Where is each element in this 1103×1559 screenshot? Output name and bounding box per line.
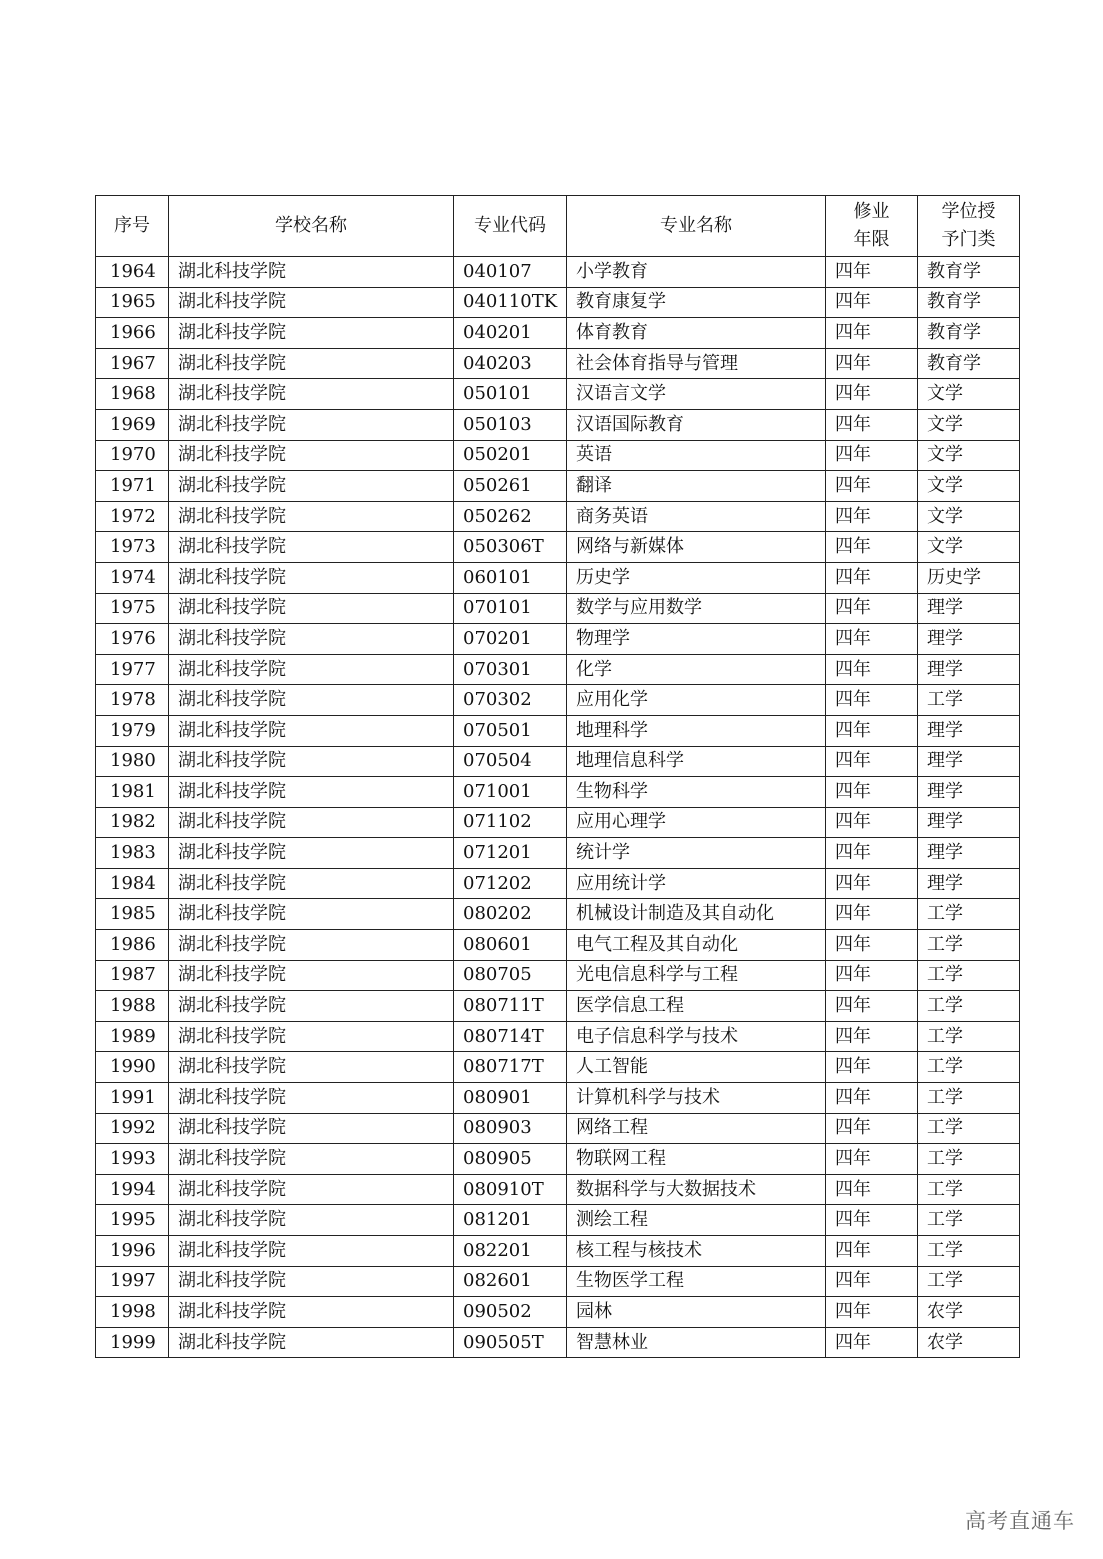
cell-code: 090505T xyxy=(454,1327,567,1358)
cell-code: 082601 xyxy=(454,1266,567,1297)
table-row xyxy=(96,991,1020,1022)
cell-years: 四年 xyxy=(826,991,918,1022)
cell-major: 核工程与核技术 xyxy=(567,1236,826,1267)
table-row xyxy=(96,287,1020,318)
header-degree xyxy=(918,196,1020,257)
cell-degree: 教育学 xyxy=(918,287,1020,318)
cell-degree: 工学 xyxy=(918,1266,1020,1297)
cell-no: 1967 xyxy=(96,348,169,379)
cell-school: 湖北科技学院 xyxy=(169,409,454,440)
cell-school: 湖北科技学院 xyxy=(169,257,454,288)
table-row xyxy=(96,1297,1020,1328)
cell-school: 湖北科技学院 xyxy=(169,991,454,1022)
cell-school: 湖北科技学院 xyxy=(169,624,454,655)
cell-no: 1979 xyxy=(96,715,169,746)
cell-degree: 教育学 xyxy=(918,348,1020,379)
cell-major: 统计学 xyxy=(567,838,826,869)
cell-code: 040110TK xyxy=(454,287,567,318)
cell-code: 080705 xyxy=(454,960,567,991)
cell-major: 汉语国际教育 xyxy=(567,409,826,440)
cell-degree: 工学 xyxy=(918,1021,1020,1052)
header-no: 序号 xyxy=(96,196,169,257)
cell-major: 数据科学与大数据技术 xyxy=(567,1174,826,1205)
cell-no: 1976 xyxy=(96,624,169,655)
cell-code: 070302 xyxy=(454,685,567,716)
cell-major: 化学 xyxy=(567,654,826,685)
cell-no: 1969 xyxy=(96,409,169,440)
cell-no: 1984 xyxy=(96,868,169,899)
header-years-line2: 年限 xyxy=(853,229,890,250)
cell-school: 湖北科技学院 xyxy=(169,868,454,899)
cell-degree: 教育学 xyxy=(918,257,1020,288)
header-row xyxy=(96,196,1020,257)
cell-school: 湖北科技学院 xyxy=(169,807,454,838)
cell-school: 湖北科技学院 xyxy=(169,562,454,593)
cell-degree: 农学 xyxy=(918,1327,1020,1358)
cell-years: 四年 xyxy=(826,654,918,685)
table-row xyxy=(96,501,1020,532)
cell-years: 四年 xyxy=(826,1297,918,1328)
table-row xyxy=(96,409,1020,440)
cell-years: 四年 xyxy=(826,562,918,593)
table-row xyxy=(96,838,1020,869)
cell-no: 1972 xyxy=(96,501,169,532)
cell-code: 050262 xyxy=(454,501,567,532)
cell-no: 1985 xyxy=(96,899,169,930)
cell-degree: 工学 xyxy=(918,991,1020,1022)
table-row xyxy=(96,930,1020,961)
cell-degree: 历史学 xyxy=(918,562,1020,593)
cell-code: 070301 xyxy=(454,654,567,685)
cell-years: 四年 xyxy=(826,746,918,777)
table-row xyxy=(96,257,1020,288)
cell-code: 071202 xyxy=(454,868,567,899)
cell-degree: 农学 xyxy=(918,1297,1020,1328)
cell-no: 1997 xyxy=(96,1266,169,1297)
table-row xyxy=(96,562,1020,593)
cell-major: 教育康复学 xyxy=(567,287,826,318)
cell-school: 湖北科技学院 xyxy=(169,1052,454,1083)
cell-degree: 工学 xyxy=(918,1236,1020,1267)
cell-degree: 文学 xyxy=(918,501,1020,532)
cell-school: 湖北科技学院 xyxy=(169,1205,454,1236)
cell-code: 080910T xyxy=(454,1174,567,1205)
cell-school: 湖北科技学院 xyxy=(169,960,454,991)
cell-school: 湖北科技学院 xyxy=(169,685,454,716)
cell-degree: 理学 xyxy=(918,777,1020,808)
table-row xyxy=(96,1144,1020,1175)
cell-degree: 工学 xyxy=(918,1083,1020,1114)
table-row xyxy=(96,471,1020,502)
cell-years: 四年 xyxy=(826,501,918,532)
table-row xyxy=(96,868,1020,899)
cell-no: 1973 xyxy=(96,532,169,563)
table-row xyxy=(96,1327,1020,1358)
cell-years: 四年 xyxy=(826,1327,918,1358)
cell-major: 数学与应用数学 xyxy=(567,593,826,624)
cell-no: 1986 xyxy=(96,930,169,961)
table-row xyxy=(96,1266,1020,1297)
cell-code: 060101 xyxy=(454,562,567,593)
cell-no: 1999 xyxy=(96,1327,169,1358)
cell-no: 1991 xyxy=(96,1083,169,1114)
cell-years: 四年 xyxy=(826,1205,918,1236)
cell-years: 四年 xyxy=(826,685,918,716)
cell-major: 应用统计学 xyxy=(567,868,826,899)
cell-major: 网络与新媒体 xyxy=(567,532,826,563)
cell-years: 四年 xyxy=(826,1113,918,1144)
cell-no: 1992 xyxy=(96,1113,169,1144)
cell-years: 四年 xyxy=(826,930,918,961)
cell-code: 040201 xyxy=(454,318,567,349)
cell-years: 四年 xyxy=(826,1266,918,1297)
header-years-line1: 修业 xyxy=(853,201,890,222)
table-row xyxy=(96,532,1020,563)
cell-years: 四年 xyxy=(826,1144,918,1175)
cell-years: 四年 xyxy=(826,318,918,349)
cell-no: 1977 xyxy=(96,654,169,685)
cell-no: 1994 xyxy=(96,1174,169,1205)
cell-no: 1975 xyxy=(96,593,169,624)
cell-major: 计算机科学与技术 xyxy=(567,1083,826,1114)
cell-major: 地理科学 xyxy=(567,715,826,746)
cell-code: 050201 xyxy=(454,440,567,471)
cell-years: 四年 xyxy=(826,593,918,624)
cell-degree: 理学 xyxy=(918,868,1020,899)
cell-years: 四年 xyxy=(826,1236,918,1267)
cell-major: 地理信息科学 xyxy=(567,746,826,777)
cell-major: 商务英语 xyxy=(567,501,826,532)
table-row xyxy=(96,624,1020,655)
table-row xyxy=(96,746,1020,777)
cell-degree: 工学 xyxy=(918,1113,1020,1144)
cell-school: 湖北科技学院 xyxy=(169,838,454,869)
cell-years: 四年 xyxy=(826,715,918,746)
cell-no: 1980 xyxy=(96,746,169,777)
cell-school: 湖北科技学院 xyxy=(169,1144,454,1175)
cell-degree: 工学 xyxy=(918,1052,1020,1083)
cell-code: 080202 xyxy=(454,899,567,930)
cell-major: 翻译 xyxy=(567,471,826,502)
cell-no: 1989 xyxy=(96,1021,169,1052)
cell-major: 英语 xyxy=(567,440,826,471)
table-row xyxy=(96,654,1020,685)
table-body xyxy=(96,257,1020,1358)
cell-years: 四年 xyxy=(826,1083,918,1114)
cell-years: 四年 xyxy=(826,440,918,471)
cell-degree: 工学 xyxy=(918,930,1020,961)
cell-code: 070101 xyxy=(454,593,567,624)
cell-code: 080901 xyxy=(454,1083,567,1114)
cell-degree: 文学 xyxy=(918,440,1020,471)
cell-major: 人工智能 xyxy=(567,1052,826,1083)
cell-code: 080711T xyxy=(454,991,567,1022)
cell-school: 湖北科技学院 xyxy=(169,532,454,563)
cell-years: 四年 xyxy=(826,348,918,379)
cell-degree: 工学 xyxy=(918,685,1020,716)
cell-school: 湖北科技学院 xyxy=(169,715,454,746)
cell-school: 湖北科技学院 xyxy=(169,930,454,961)
cell-years: 四年 xyxy=(826,777,918,808)
cell-code: 071001 xyxy=(454,777,567,808)
cell-no: 1990 xyxy=(96,1052,169,1083)
table-row xyxy=(96,1205,1020,1236)
table-row xyxy=(96,1113,1020,1144)
cell-code: 050306T xyxy=(454,532,567,563)
table-row xyxy=(96,715,1020,746)
cell-school: 湖北科技学院 xyxy=(169,348,454,379)
header-degree-line1: 学位授 xyxy=(941,201,996,222)
cell-no: 1970 xyxy=(96,440,169,471)
cell-school: 湖北科技学院 xyxy=(169,318,454,349)
cell-code: 070201 xyxy=(454,624,567,655)
table-row xyxy=(96,593,1020,624)
cell-degree: 工学 xyxy=(918,1144,1020,1175)
cell-no: 1968 xyxy=(96,379,169,410)
header-degree-line2: 予门类 xyxy=(941,229,996,250)
cell-degree: 理学 xyxy=(918,746,1020,777)
cell-degree: 文学 xyxy=(918,532,1020,563)
cell-school: 湖北科技学院 xyxy=(169,501,454,532)
cell-school: 湖北科技学院 xyxy=(169,379,454,410)
cell-school: 湖北科技学院 xyxy=(169,1266,454,1297)
cell-school: 湖北科技学院 xyxy=(169,471,454,502)
cell-degree: 工学 xyxy=(918,899,1020,930)
cell-years: 四年 xyxy=(826,287,918,318)
table-row xyxy=(96,960,1020,991)
table-row xyxy=(96,1083,1020,1114)
majors-table xyxy=(95,195,1020,1358)
cell-major: 电子信息科学与技术 xyxy=(567,1021,826,1052)
cell-school: 湖北科技学院 xyxy=(169,746,454,777)
cell-no: 1965 xyxy=(96,287,169,318)
cell-code: 081201 xyxy=(454,1205,567,1236)
cell-major: 小学教育 xyxy=(567,257,826,288)
table-row xyxy=(96,777,1020,808)
cell-degree: 文学 xyxy=(918,379,1020,410)
cell-no: 1966 xyxy=(96,318,169,349)
table-row xyxy=(96,379,1020,410)
cell-major: 机械设计制造及其自动化 xyxy=(567,899,826,930)
table-row xyxy=(96,1021,1020,1052)
cell-major: 医学信息工程 xyxy=(567,991,826,1022)
cell-school: 湖北科技学院 xyxy=(169,1327,454,1358)
cell-no: 1971 xyxy=(96,471,169,502)
cell-school: 湖北科技学院 xyxy=(169,777,454,808)
cell-code: 070504 xyxy=(454,746,567,777)
cell-years: 四年 xyxy=(826,868,918,899)
cell-degree: 理学 xyxy=(918,838,1020,869)
cell-years: 四年 xyxy=(826,257,918,288)
cell-school: 湖北科技学院 xyxy=(169,1297,454,1328)
cell-years: 四年 xyxy=(826,624,918,655)
cell-degree: 工学 xyxy=(918,1205,1020,1236)
cell-school: 湖北科技学院 xyxy=(169,1236,454,1267)
cell-no: 1974 xyxy=(96,562,169,593)
cell-major: 社会体育指导与管理 xyxy=(567,348,826,379)
cell-degree: 工学 xyxy=(918,960,1020,991)
cell-years: 四年 xyxy=(826,532,918,563)
cell-major: 测绘工程 xyxy=(567,1205,826,1236)
cell-code: 050261 xyxy=(454,471,567,502)
cell-no: 1964 xyxy=(96,257,169,288)
cell-years: 四年 xyxy=(826,960,918,991)
cell-major: 电气工程及其自动化 xyxy=(567,930,826,961)
watermark: 高考直通车 xyxy=(965,1509,1075,1533)
cell-degree: 文学 xyxy=(918,409,1020,440)
cell-code: 050101 xyxy=(454,379,567,410)
cell-code: 040203 xyxy=(454,348,567,379)
table-row xyxy=(96,685,1020,716)
cell-code: 080903 xyxy=(454,1113,567,1144)
cell-school: 湖北科技学院 xyxy=(169,1113,454,1144)
cell-years: 四年 xyxy=(826,1174,918,1205)
table-row xyxy=(96,1236,1020,1267)
cell-major: 汉语言文学 xyxy=(567,379,826,410)
cell-school: 湖北科技学院 xyxy=(169,1083,454,1114)
cell-major: 网络工程 xyxy=(567,1113,826,1144)
cell-no: 1978 xyxy=(96,685,169,716)
cell-years: 四年 xyxy=(826,838,918,869)
table-row xyxy=(96,807,1020,838)
cell-degree: 理学 xyxy=(918,654,1020,685)
cell-no: 1996 xyxy=(96,1236,169,1267)
cell-major: 光电信息科学与工程 xyxy=(567,960,826,991)
cell-code: 071201 xyxy=(454,838,567,869)
cell-school: 湖北科技学院 xyxy=(169,287,454,318)
cell-years: 四年 xyxy=(826,379,918,410)
cell-degree: 理学 xyxy=(918,593,1020,624)
cell-major: 历史学 xyxy=(567,562,826,593)
cell-major: 应用心理学 xyxy=(567,807,826,838)
cell-code: 080714T xyxy=(454,1021,567,1052)
cell-code: 090502 xyxy=(454,1297,567,1328)
header-code: 专业代码 xyxy=(454,196,567,257)
cell-no: 1982 xyxy=(96,807,169,838)
cell-major: 物理学 xyxy=(567,624,826,655)
cell-code: 080717T xyxy=(454,1052,567,1083)
header-school: 学校名称 xyxy=(169,196,454,257)
cell-degree: 教育学 xyxy=(918,318,1020,349)
cell-major: 生物医学工程 xyxy=(567,1266,826,1297)
table-row xyxy=(96,348,1020,379)
cell-school: 湖北科技学院 xyxy=(169,899,454,930)
cell-degree: 理学 xyxy=(918,807,1020,838)
cell-no: 1995 xyxy=(96,1205,169,1236)
cell-degree: 理学 xyxy=(918,624,1020,655)
cell-school: 湖北科技学院 xyxy=(169,1021,454,1052)
cell-code: 080601 xyxy=(454,930,567,961)
cell-years: 四年 xyxy=(826,807,918,838)
cell-no: 1988 xyxy=(96,991,169,1022)
cell-no: 1993 xyxy=(96,1144,169,1175)
cell-years: 四年 xyxy=(826,899,918,930)
cell-years: 四年 xyxy=(826,471,918,502)
cell-years: 四年 xyxy=(826,409,918,440)
header-years xyxy=(826,196,918,257)
cell-code: 040107 xyxy=(454,257,567,288)
cell-school: 湖北科技学院 xyxy=(169,593,454,624)
cell-code: 071102 xyxy=(454,807,567,838)
cell-code: 070501 xyxy=(454,715,567,746)
cell-school: 湖北科技学院 xyxy=(169,440,454,471)
cell-no: 1998 xyxy=(96,1297,169,1328)
cell-no: 1981 xyxy=(96,777,169,808)
cell-major: 园林 xyxy=(567,1297,826,1328)
table-row xyxy=(96,1052,1020,1083)
cell-school: 湖北科技学院 xyxy=(169,1174,454,1205)
table-row xyxy=(96,318,1020,349)
cell-code: 082201 xyxy=(454,1236,567,1267)
table-row xyxy=(96,1174,1020,1205)
cell-years: 四年 xyxy=(826,1052,918,1083)
cell-degree: 理学 xyxy=(918,715,1020,746)
cell-major: 生物科学 xyxy=(567,777,826,808)
cell-major: 应用化学 xyxy=(567,685,826,716)
cell-school: 湖北科技学院 xyxy=(169,654,454,685)
cell-degree: 文学 xyxy=(918,471,1020,502)
cell-degree: 工学 xyxy=(918,1174,1020,1205)
cell-major: 体育教育 xyxy=(567,318,826,349)
cell-no: 1987 xyxy=(96,960,169,991)
table-row xyxy=(96,899,1020,930)
cell-code: 080905 xyxy=(454,1144,567,1175)
cell-no: 1983 xyxy=(96,838,169,869)
table-row xyxy=(96,440,1020,471)
header-major: 专业名称 xyxy=(567,196,826,257)
cell-code: 050103 xyxy=(454,409,567,440)
cell-years: 四年 xyxy=(826,1021,918,1052)
cell-major: 物联网工程 xyxy=(567,1144,826,1175)
cell-major: 智慧林业 xyxy=(567,1327,826,1358)
